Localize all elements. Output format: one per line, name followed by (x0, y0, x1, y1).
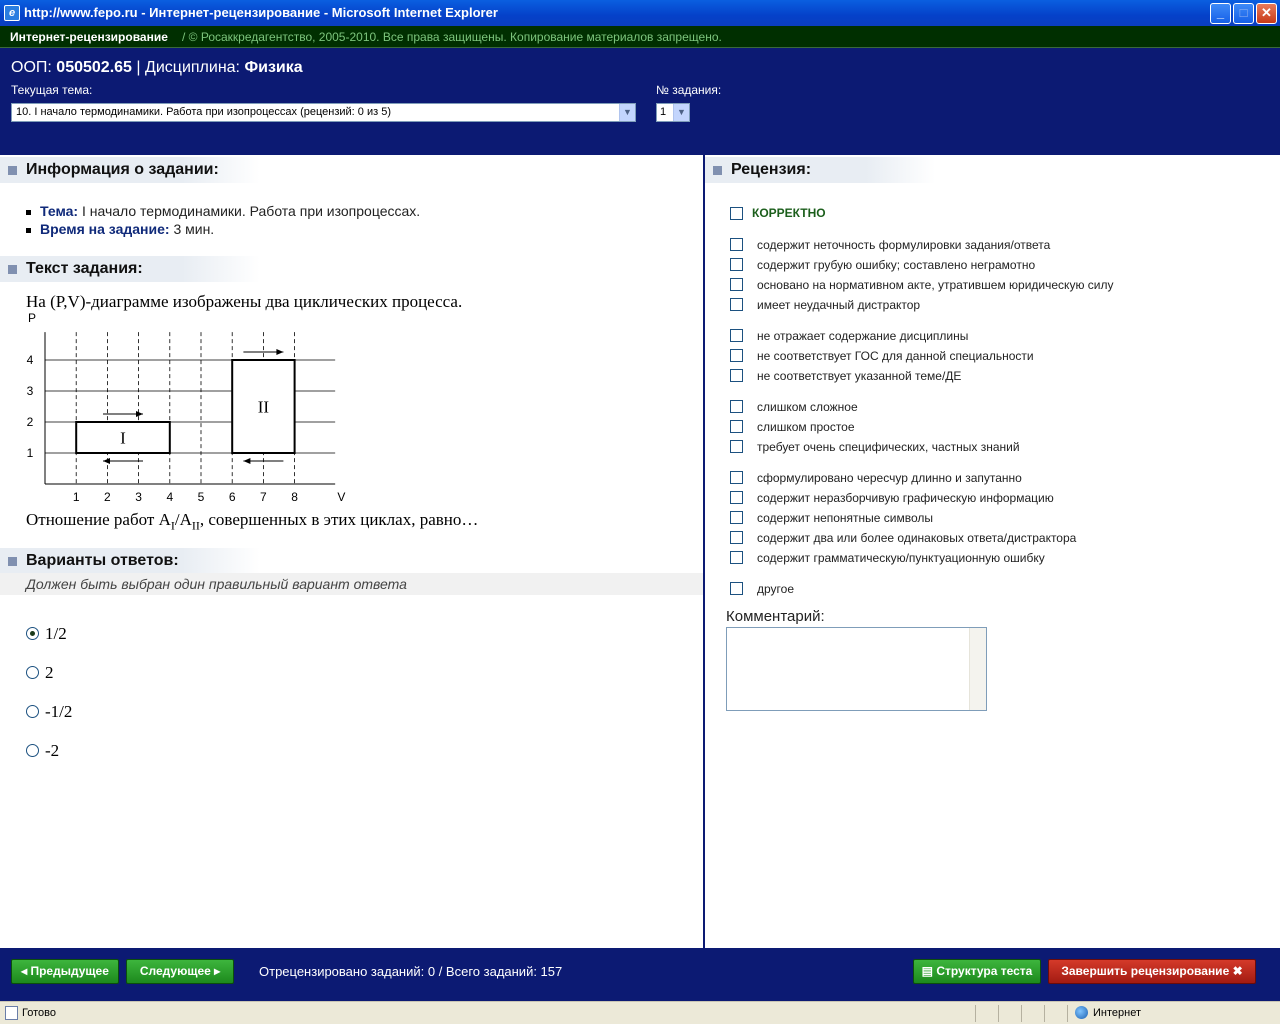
close-button[interactable]: ✕ (1256, 3, 1277, 24)
window-title: http://www.fepo.ru - Интернет-рецензирование - Microsoft Internet Explorer (24, 5, 498, 20)
next-button[interactable]: Следующее ▸ (126, 959, 234, 984)
status-separator (1021, 1005, 1022, 1022)
maximize-button[interactable]: □ (1233, 3, 1254, 24)
answer-label: 2 (45, 663, 54, 682)
question-suffix: , совершенных в этих циклах, равно… (199, 510, 479, 529)
app-name: Интернет-рецензирование (10, 30, 168, 44)
progress-text: Отрецензировано заданий: 0 / Всего заданий: 157 (259, 964, 563, 979)
review-checkbox[interactable] (730, 440, 743, 453)
info-heading: Информация о задании: (26, 161, 219, 178)
info-section-header (0, 157, 260, 183)
minimize-button[interactable]: _ (1210, 3, 1231, 24)
review-checkbox[interactable] (730, 511, 743, 524)
y-tick-label: 2 (26, 415, 34, 429)
security-zone: Интернет (1093, 1007, 1141, 1019)
correct-label: КОРРЕКТНО (752, 206, 826, 220)
review-checkbox[interactable] (730, 258, 743, 271)
discipline-label: Дисциплина: (145, 59, 240, 76)
page-header (0, 48, 1280, 155)
review-item-label: содержит непонятные символы (757, 511, 934, 525)
review-item-label: сформулировано чересчур длинно и запутанно (757, 471, 1022, 485)
radio-button[interactable] (26, 744, 39, 757)
comment-scrollbar[interactable] (969, 628, 986, 710)
review-checkbox[interactable] (730, 471, 743, 484)
oop-value: 050502.65 (56, 59, 132, 76)
task-question (26, 510, 478, 533)
oop-line (11, 59, 303, 77)
review-item-label: не отражает содержание дисциплины (757, 329, 969, 343)
ie-icon: e (4, 5, 20, 21)
review-item-label: требует очень специфических, частных знаний (757, 440, 1020, 454)
review-checkbox[interactable] (730, 491, 743, 504)
bottom-bar (0, 948, 1280, 1001)
answer-label: 1/2 (45, 624, 67, 643)
x-tick-label: 2 (104, 490, 111, 504)
review-checkbox[interactable] (730, 400, 743, 413)
question-prefix: Отношение работ A (26, 510, 171, 529)
task-section-header (0, 256, 260, 282)
status-separator (1044, 1005, 1045, 1022)
answer-option[interactable] (26, 663, 54, 683)
review-checkbox[interactable] (730, 582, 743, 595)
review-heading: Рецензия: (731, 161, 812, 178)
task-number-select[interactable] (656, 103, 690, 122)
window-titlebar (0, 0, 1280, 26)
bullet-square-icon (713, 166, 722, 175)
bullet-square-icon (8, 265, 17, 274)
bullet-square-icon (8, 557, 17, 566)
arrowhead (276, 349, 283, 355)
finish-review-button[interactable]: Завершить рецензирование ✖ (1048, 959, 1256, 984)
answer-option[interactable] (26, 702, 72, 722)
bullet-square-icon (8, 166, 17, 175)
review-item-label: не соответствует указанной теме/ДЕ (757, 369, 962, 383)
topic-select[interactable] (11, 103, 636, 122)
y-axis-label: P (27, 311, 37, 325)
comment-textarea[interactable] (726, 627, 987, 711)
answer-label: -1/2 (45, 702, 73, 721)
correct-checkbox[interactable] (730, 207, 743, 220)
review-checkbox[interactable] (730, 298, 743, 311)
answer-option[interactable] (26, 624, 67, 644)
answers-section-header (0, 548, 260, 574)
arrowhead (103, 458, 110, 464)
header-separator: | (136, 59, 141, 76)
y-tick-label: 1 (26, 446, 34, 460)
answer-label: -2 (45, 741, 60, 760)
test-structure-button[interactable]: ▤ Структура теста (913, 959, 1041, 984)
review-checkbox[interactable] (730, 329, 743, 342)
x-tick-label: 1 (72, 490, 80, 504)
x-tick-label: 4 (166, 490, 174, 504)
task-number-value: 1 (660, 106, 667, 118)
review-checkbox[interactable] (730, 420, 743, 433)
info-topic-row (26, 203, 420, 219)
previous-button[interactable]: ◂ Предыдущее (11, 959, 119, 984)
bullet-icon (26, 210, 31, 215)
review-checkbox[interactable] (730, 349, 743, 362)
review-item-label: содержит неразборчивую графическую информацию (757, 491, 1054, 505)
review-item-label: содержит неточность формулировки задания/ответа (757, 238, 1051, 252)
info-time-value: 3 мин. (173, 221, 215, 237)
review-item-label: содержит грамматическую/пунктуационную ошибку (757, 551, 1045, 565)
review-item-label: содержит два или более одинаковых ответа/дистрактора (757, 531, 1077, 545)
review-item-label: не соответствует ГОС для данной специальности (757, 349, 1034, 363)
review-item-label: имеет неудачный дистрактор (757, 298, 921, 312)
status-separator (998, 1005, 999, 1022)
radio-button[interactable] (26, 705, 39, 718)
answers-heading: Варианты ответов: (26, 552, 179, 569)
cycle-label: I (120, 428, 126, 448)
review-item-label: слишком простое (757, 420, 855, 434)
x-tick-label: 7 (260, 490, 267, 504)
review-checkbox[interactable] (730, 369, 743, 382)
task-heading: Текст задания: (26, 260, 143, 277)
bullet-icon (26, 228, 31, 233)
question-slash: /A (174, 510, 192, 529)
discipline-value: Физика (244, 59, 303, 76)
page-icon (5, 1006, 18, 1020)
chevron-down-icon[interactable]: ▼ (619, 104, 635, 121)
arrowhead (136, 411, 143, 417)
x-tick-label: 5 (197, 490, 205, 504)
task-intro: На (P,V)-диаграмме изображены два циклических процесса. (26, 292, 463, 311)
app-strip (0, 26, 1280, 48)
x-axis-label: V (337, 490, 346, 504)
review-section-header (705, 157, 935, 183)
comment-label: Комментарий: (726, 608, 825, 625)
info-time-key: Время на задание: (40, 221, 170, 237)
arrowhead (243, 458, 250, 464)
x-tick-label: 6 (228, 490, 236, 504)
globe-icon (1075, 1006, 1088, 1019)
task-number-label: № задания: (656, 83, 722, 97)
status-text: Готово (22, 1007, 56, 1019)
task-pane (0, 155, 704, 948)
x-tick-label: 3 (135, 490, 142, 504)
y-tick-label: 3 (26, 384, 34, 398)
subscript-II: II (191, 518, 200, 533)
answers-hint: Должен быть выбран один правильный вариант ответа (0, 573, 704, 595)
status-bar (0, 1001, 1280, 1024)
info-time-row (26, 221, 214, 237)
review-checkbox[interactable] (730, 278, 743, 291)
chevron-down-icon[interactable]: ▼ (673, 104, 689, 121)
review-item-label: другое (757, 582, 795, 596)
review-checkbox[interactable] (730, 238, 743, 251)
y-tick-label: 4 (26, 353, 34, 367)
review-item-label: содержит грубую ошибку; составлено неграмотно (757, 258, 1036, 272)
answer-option[interactable] (26, 741, 59, 761)
x-tick-label: 8 (291, 490, 298, 504)
info-topic-key: Тема: (40, 203, 79, 219)
topic-select-value: 10. I начало термодинамики. Работа при изопроцессах (рецензий: 0 из 5) (16, 106, 391, 118)
topic-label: Текущая тема: (11, 83, 93, 97)
review-pane (705, 155, 1280, 948)
copyright-text: / © Росаккредагентство, 2005-2010. Все права защищены. Копирование материалов запрещено. (182, 30, 722, 44)
review-item-label: слишком сложное (757, 400, 858, 414)
review-item-label: основано на нормативном акте, утратившем юридическую силу (757, 278, 1114, 292)
cycle-label: II (257, 397, 270, 417)
pv-diagram (20, 310, 360, 510)
review-checkbox[interactable] (730, 551, 743, 564)
status-separator (1067, 1005, 1068, 1022)
subscript-I: I (170, 518, 175, 533)
radio-button[interactable] (26, 627, 39, 640)
oop-label: ООП: (11, 59, 52, 76)
radio-button[interactable] (26, 666, 39, 679)
info-topic-value: I начало термодинамики. Работа при изопроцессах. (81, 203, 421, 219)
review-checkbox[interactable] (730, 531, 743, 544)
status-separator (975, 1005, 976, 1022)
